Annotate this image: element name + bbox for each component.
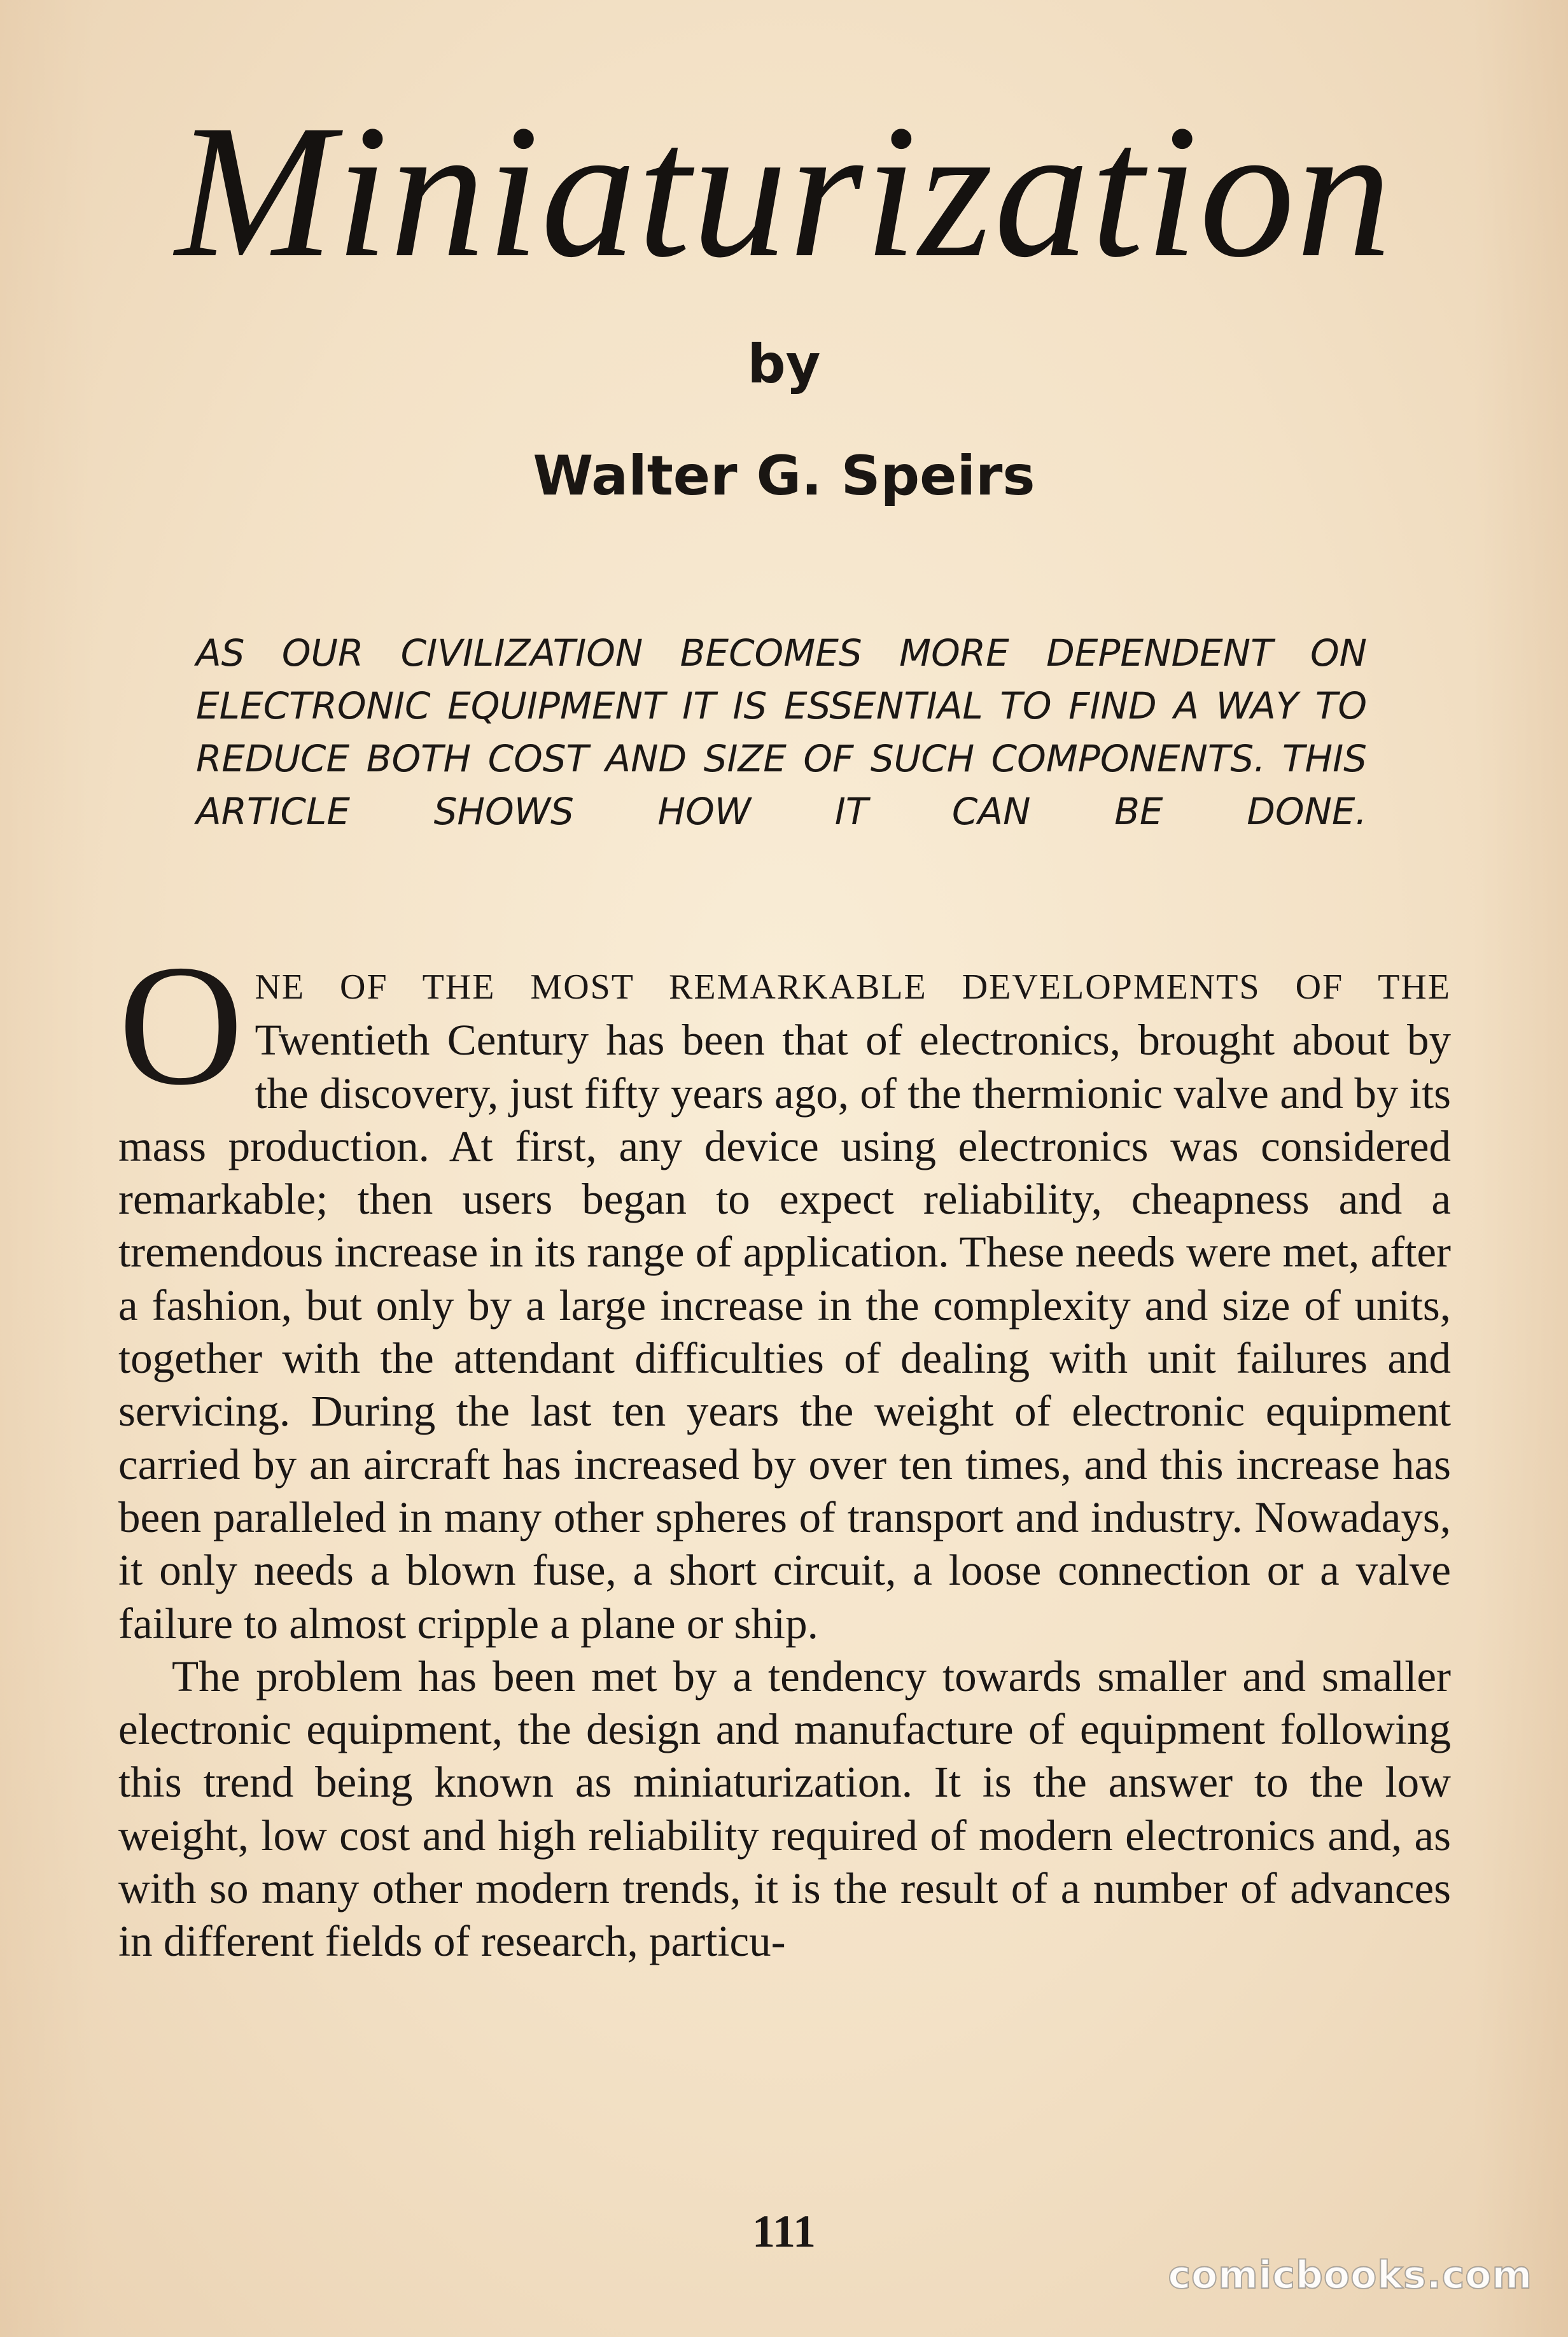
smallcaps-lead: NE OF THE MOST REMARKABLE DEVELOPMENTS OF THE: [255, 967, 1451, 1007]
byline-by: by: [747, 333, 821, 395]
article-body: [118, 929, 1451, 1969]
body-paragraph-1: [118, 929, 1451, 1650]
watermark: comicbooks.com: [1168, 2253, 1532, 2298]
paragraph-1-text: Twentieth Century has been that of electronics, brought about by the discovery, just fifty years ago, of the thermionic valve and by its mass production. At first, any device using electronics was considered remarkable; then users began to expect reliability, cheapness and a tremendous increase in its range of application. These needs were met, after a fashion, but only by a large increase in the complexity and size of units, together with the attendant difficulties of dealing with unit failures and servicing. During the last ten years the weight of electronic equipment carried by an aircraft has increased by over ten times, and this increase has been paralleled in many other spheres of transport and industry. Nowadays, it only needs a blown fuse, a short circuit, a loose connection or a valve failure to almost cripple a plane or ship.: [118, 1016, 1451, 1648]
standfirst: AS OUR CIVILIZATION BECOMES MORE DEPENDENT ON ELECTRONIC EQUIPMENT IT IS ESSENTIAL TO FIND A WAY TO REDUCE BOTH COST AND SIZE OF SUCH COMPONENTS. THIS ARTICLE SHOWS HOW IT CAN BE DONE.: [196, 631, 1367, 833]
drop-cap: O: [118, 929, 244, 1121]
author-name: Walter G. Speirs: [533, 444, 1035, 508]
page-number: 111: [752, 2206, 816, 2257]
article-title: Miniaturization: [175, 85, 1393, 297]
body-paragraph-2: The problem has been met by a tendency towards smaller and smaller electronic equipment, the design and manufacture of equipment following this trend being known as miniaturization. It is the answer to the low weight, low cost and high reliability required of modern electronics and, as with so many other modern trends, it is the result of a number of advances in different fields of research, particu-: [118, 1652, 1451, 1966]
